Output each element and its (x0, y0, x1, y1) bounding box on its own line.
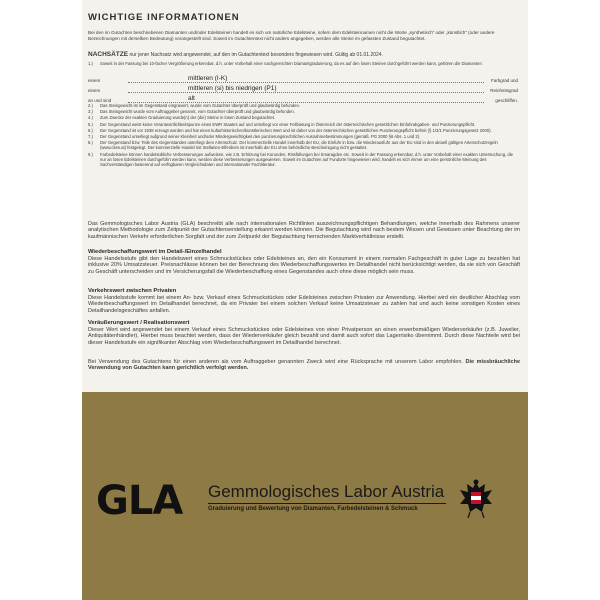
nachsatz-list (88, 103, 520, 168)
row-label: einem (88, 88, 101, 93)
nachsatz-text: nur jener Nachsatz wird angewendet, auf den im Gutachtentext besonders fingewiesen wird. Gültig ab 01.01.2024. (129, 52, 383, 58)
list-text: Der Gegenstand bzw. Teile des Gegenstandes unterliegt dem Artenschutz. Der kommerzielle Handel innerhalb der EU, die Einfuhr in bzw. die Wiederausfuhr aus der EU sind in den aktuell gültigen Artenschutzregeln (www.cites.at) festgelegt. Der kommerzielle Handel mit Stellarien-Elfenbein ist innerhalb der EU ohne behördliche Bescheinigung nicht gestattet. (100, 140, 498, 151)
list-item (88, 140, 520, 150)
logo-abbreviation: GLA (96, 478, 183, 524)
list-number: 2.) (88, 103, 93, 108)
list-text: Der Gegenstand unterliegt aufgrund seiner Kleinheit und/oder Mindergewichtigkeit den punzierungsrechtlichen Ausnahmebestimmungen (gemäß. PG 2000 §6 Abs. 1 und 2). (100, 134, 421, 140)
austrian-eagle-crest-icon (456, 478, 496, 522)
section-heading: Wiederbeschaffungswert im Detail-/Einzelhandel (88, 249, 222, 255)
handwritten-value: alt (188, 95, 195, 102)
form-row-clarity (88, 85, 518, 93)
list-text: Zum Zwecke der exakten Graduierung wurde(n) der (die) Steine in losen Zustand begutachtet. (100, 115, 276, 121)
closing-bold-text: Die missbräuchliche Verwendung von Gutachten kann gerichtlich verfolgt werden. (88, 359, 521, 372)
list-item (88, 115, 520, 120)
list-text: Farbedelsteine können handelsübliche Verbesserungen aufweisen, wie z.B. Erhitzung bei Korunden, Rissfüllungen bei Smaragden etc. Soweit in der Fassung erkennbar, d.h. unter Vorbehalt einer exakten Untersuchung, die nur an losen Edelsteinen durchgeführt werden kann, werden diese Verbesserungen ausgewiesen. Soweit im Gutachten auf Fundorte hingewiesen wird, handelt es sich immer um eine persönliche Meinung des Sachverständigen basierend auf verfügbaren Vergleichsdaten und internationaler Fachliteratur. (100, 151, 513, 168)
list-text: Das Steingewicht ist im Gegenstand eingraviert, wurde vom Gutachter überprüft und glaubwürdig befunden. (100, 103, 300, 108)
closing-text: Bei Verwendung des Gutachtens für einen anderen als vom Auftraggeber genannten Zweck wird eine Rücksprache mit unserem Labor empfohlen. (88, 359, 463, 365)
lab-subtitle: Graduierung und Bewertung von Diamanten, Farbedelsteinen & Schmuck (208, 506, 418, 512)
nachsatz-line (88, 52, 383, 58)
list-number: 7.) (88, 134, 93, 140)
section-text: Dieser Wert wird angewendet bei einem Verkauf eines Schmuckstückes oder Edelsteines von einer Privatperson an einen erwerbsmäßigen Wiederverkäufer (z.B. Juwelier, Antiquitätenhändler). Hierbei muss beachtet werden, dass der Wiederverkäufer gleich bezahlt und damit auch sofort das Lagerrisiko übernimmt. Durch diese Nachteile wird bei dieser Handelsstufe ein signifikanter Abschlag vom Wiederbeschaffungswert im Detailhandel berechnet. (88, 327, 520, 346)
lab-name: Gemmologisches Labor Austria (208, 482, 445, 501)
dotted-line (128, 92, 484, 93)
information-panel (82, 0, 528, 392)
section-heading: Verkehrswert zwischen Privaten (88, 288, 177, 294)
list-item: 1.) Soweit in der Fassung bei 10-facher Vergrößerung erkennbar, d.h. unter Vorbehalt einer nachgereichten Diamantgraduierung, da es auf den losen Steinen durchgeführt werden kann, gehören die Diamanten (88, 61, 482, 66)
list-number: 4.) (88, 115, 93, 121)
list-number: 5.) (88, 121, 93, 127)
list-item (88, 103, 520, 108)
row-label: einem (88, 78, 101, 83)
intro-paragraph: Bei den im Gutachten beschriebenen Diamanten und/oder Edelsteinen handelt es sich um natürliche Edelsteine, sofern dem Edelsteinnamen nicht die Worte „synthetisch“ oder „künstlich“ (oder andere Bezeichnungen mit derselben Bedeutung) vorangestellt sind. Soweit im Gutachtentext nicht anders angegeben, werden alle Steine im gefassten Zustand begutachtet. (88, 30, 495, 41)
dotted-line (128, 82, 484, 83)
cover-band (82, 392, 528, 600)
list-number: 9.) (88, 151, 93, 157)
handwritten-value: mittleren (I-K) (188, 75, 228, 82)
row-label: an und sind (88, 98, 112, 103)
form-row-cut (88, 95, 518, 103)
list-text: Der Gegenstand ist vor 1938 erzeugt worden und hat einen kulturhistorischen/künstlerischen Wert und ist daher von der österreichischen gesetzlichen Punzierungspflicht befreit (§ 1/3/1 Punzierungsgesetz 2000). (100, 127, 492, 133)
list-item (88, 128, 520, 133)
logo-divider (208, 503, 446, 504)
handwritten-value: mittleren (si) bis niedrigen (P1) (188, 85, 277, 92)
list-number: 6.) (88, 127, 93, 133)
list-text: Das Steingewicht wurde vom Auftraggeber genannt, vom Gutachter überprüft und glaubwürdig befunden. (100, 109, 295, 115)
list-item (88, 122, 520, 127)
page-title: WICHTIGE INFORMATIONEN (88, 12, 240, 23)
list-number: 8.) (88, 140, 93, 146)
row-end-label: Reinheitsgrad (490, 88, 518, 93)
certificate-sheet (82, 0, 528, 600)
list-number: 3.) (88, 109, 93, 115)
list-item (88, 152, 520, 168)
list-item (88, 134, 520, 139)
row-end-label: Farbgrad und (490, 78, 518, 83)
section-heading: Veräußerungswert / Realisationswert (88, 320, 190, 326)
section-text: Diese Handelsstufe kommt bei einem An- bzw. Verkauf eines Schmuckstückes oder Edelsteines zwischen Privaten zur Anwendung. Hierbei wird ein deutlicher Abschlag vom Wiederbeschaffungswert im Detailhandel berechnet, da ein Privater bei einem solchen Verkauf keine Umsatzsteuer zu zahlen hat und auch keine sonstigen Kosten eines Detailhandelsgeschäftes anfallen. (88, 295, 520, 314)
list-item (88, 109, 520, 114)
lab-logo (96, 478, 516, 528)
section-text: Diese Handelsstufe gibt den Handelswert eines Schmuckstückes oder Edelsteines an, den ein Konsument in einem normalen Fachgeschäft in guter Lage zu bezahlen hat inklusive 20% Umsatzsteuer. Preisnachlässe können bei der Berechnung des Wiederbeschaffungswertes im Detailhandel nicht berücksichtigt werden, da sie sich von Geschäft zu Geschäft unterscheiden und im Versicherungsfall die Wiederbeschaffung eines Gegenstandes auch ohne diese möglich sein muss. (88, 256, 520, 275)
list-text: Der Gegenstand weist keine Verantwortlichkeitspunze eines EWR Staates auf und unterliegt vor einer Feilbietung in Österreich der österreichischen gesetzlichen Einfuhrabgaben- und Punzierungspflicht. (100, 121, 476, 127)
item1-text: Soweit in der Fassung bei 10-facher Vergrößerung erkennbar, d.h. unter Vorbehalt einer nachgereichten Diamantgraduierung, da es auf den losen Steinen durchgeführt werden kann, gehören die Diamanten (100, 61, 482, 66)
closing-paragraph (88, 359, 520, 372)
form-row-color (88, 75, 518, 83)
nachsatz-label: NACHSÄTZE (88, 51, 129, 58)
gla-paragraph: Das Gemmologisches Labor Austria (GLA) beschreibt alle nach internationalen Richtlinien auszeichnungspflichtigen Behandlungen, welche innerhalb des Rahmens unserer analytischen Methodologie zum Zeitpunkt der Gutachtenserstellung erkannt werden können. Die Begutachtung wird nach bestem Wissen und Gewissen unter Beachtung der im kaufmännischen Verkehr erforderlichen Sorgfalt und der zum Zeitpunkt der Begutachtung herrschenden Marktverhältnisse erstellt. (88, 221, 520, 240)
row-end-label: geschliffen. (495, 98, 518, 103)
